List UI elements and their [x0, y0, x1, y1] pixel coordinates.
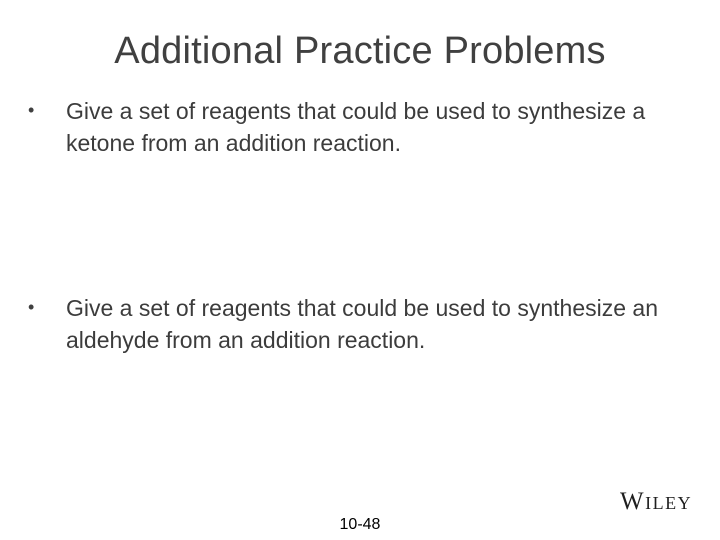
- bullet-item: [24, 292, 704, 356]
- wiley-logo: Wiley: [620, 488, 693, 515]
- bullet-marker: •: [28, 297, 35, 317]
- page-number: 10-48: [339, 516, 381, 533]
- bullet-text: Give a set of reagents that could be used to synthesize a ketone from an addition reaction.: [66, 98, 646, 156]
- slide-title: Additional Practice Problems: [114, 30, 606, 72]
- bullet-marker: •: [28, 100, 35, 120]
- bullet-text: Give a set of reagents that could be used to synthesize an aldehyde from an addition reaction.: [66, 295, 658, 353]
- bullet-item: [24, 95, 704, 159]
